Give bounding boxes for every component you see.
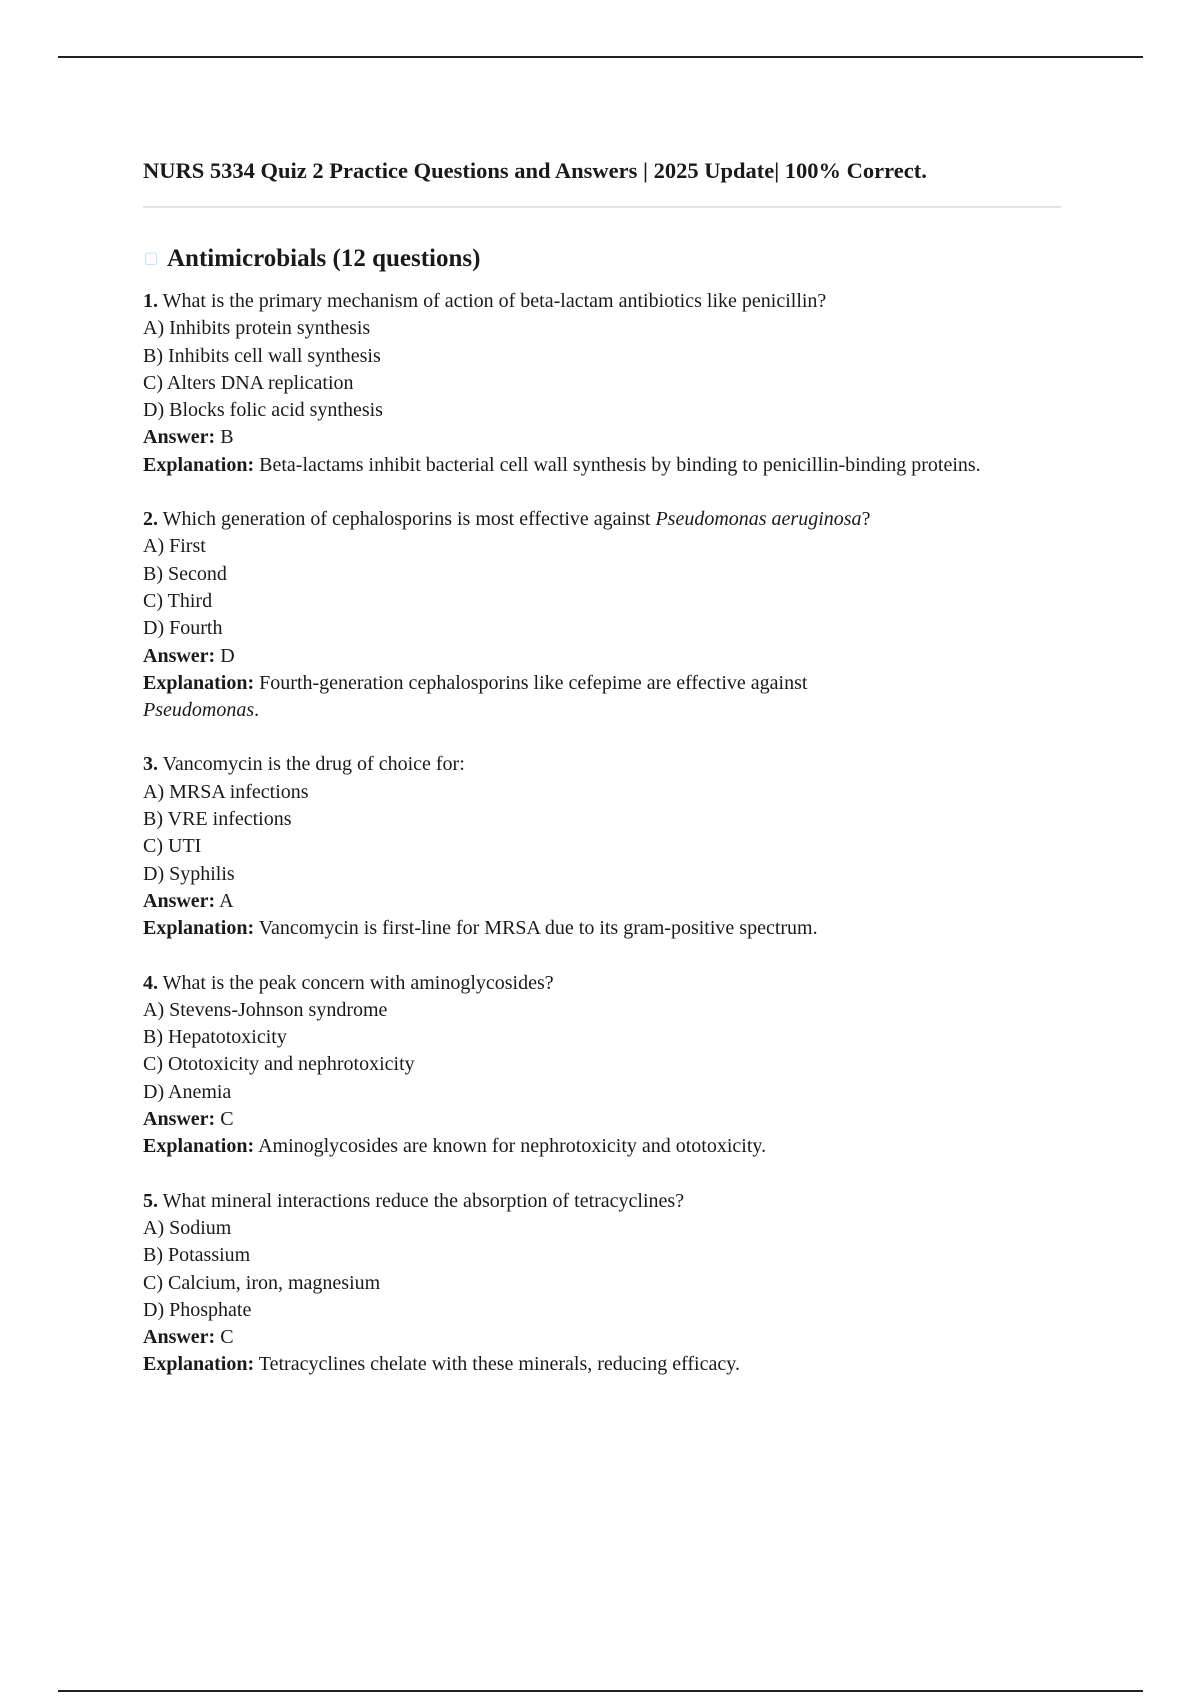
option-b: B) Hepatotoxicity [143, 1026, 287, 1049]
question-number: 3. [143, 753, 158, 776]
option-c: C) Third [143, 589, 213, 612]
question-text: Which generation of cephalosporins is most effective against [162, 508, 656, 531]
option-c: C) Calcium, iron, magnesium [143, 1271, 381, 1294]
option-d: D) Phosphate [143, 1298, 252, 1321]
explanation-label: Explanation: [143, 1135, 255, 1158]
answer-value: D [220, 644, 235, 667]
question-4 [143, 970, 1063, 1161]
answer-label: Answer: [143, 889, 216, 912]
answer-line [143, 1106, 1063, 1133]
question-number: 4. [143, 971, 158, 994]
option-a: A) Sodium [143, 1216, 232, 1239]
page-top-rule [58, 56, 1143, 58]
question-stem [143, 751, 1063, 778]
answer-label: Answer: [143, 1108, 216, 1131]
page-content [143, 155, 1063, 1406]
question-2 [143, 506, 1063, 724]
option-d: D) Anemia [143, 1080, 232, 1103]
explanation-label: Explanation: [143, 917, 255, 940]
section-heading-text: Antimicrobials (12 questions) [167, 245, 481, 272]
explanation-line [143, 1351, 1063, 1378]
explanation-label: Explanation: [143, 1353, 255, 1376]
option-a: A) Stevens-Johnson syndrome [143, 998, 388, 1021]
option-a: A) First [143, 535, 206, 558]
question-stem [143, 288, 1063, 315]
question-5 [143, 1188, 1063, 1379]
question-stem [143, 970, 1063, 997]
question-text: Vancomycin is the drug of choice for: [162, 753, 465, 776]
explanation-text: Vancomycin is first-line for MRSA due to its gram-positive spectrum. [258, 917, 818, 940]
answer-line [143, 643, 1063, 670]
question-text: What mineral interactions reduce the absorption of tetracyclines? [162, 1189, 685, 1212]
option-b: B) Second [143, 562, 227, 585]
option-d: D) Fourth [143, 617, 223, 640]
question-list [143, 288, 1063, 1379]
question-text: What is the primary mechanism of action of beta-lactam antibiotics like penicillin? [162, 290, 827, 312]
organism-name: Pseudomonas aeruginosa [655, 508, 862, 531]
explanation-label: Explanation: [143, 453, 255, 476]
explanation-text: Aminoglycosides are known for nephrotoxicity and ototoxicity. [258, 1135, 767, 1158]
question-stem [143, 506, 1063, 533]
question-stem [143, 1188, 1063, 1215]
explanation-label: Explanation: [143, 671, 255, 694]
answer-line [143, 1324, 1063, 1351]
question-number: 5. [143, 1189, 158, 1212]
explanation-text: Fourth-generation cephalosporins like cefepime are effective against [259, 671, 808, 694]
option-c: C) Alters DNA replication [143, 371, 354, 394]
document-icon: ▢ [143, 250, 159, 267]
option-a: A) MRSA infections [143, 780, 309, 803]
answer-value: C [220, 1108, 234, 1131]
option-b: B) Potassium [143, 1244, 251, 1267]
option-c: C) Ototoxicity and nephrotoxicity [143, 1053, 415, 1076]
title-divider [143, 206, 1061, 208]
explanation-line [143, 670, 1063, 725]
answer-value: C [220, 1326, 234, 1349]
answer-line [143, 888, 1063, 915]
explanation-text: Tetracyclines chelate with these minerals, reducing efficacy. [258, 1353, 740, 1376]
question-3 [143, 751, 1063, 942]
option-d: D) Blocks folic acid synthesis [143, 399, 383, 422]
document-title: NURS 5334 Quiz 2 Practice Questions and Answers | 2025 Update| 100% Correct. [143, 158, 927, 183]
option-d: D) Syphilis [143, 862, 235, 885]
question-text: What is the peak concern with aminoglycosides? [162, 971, 554, 994]
option-c: C) UTI [143, 835, 202, 858]
explanation-line [143, 1133, 1063, 1160]
organism-name: Pseudomonas [143, 699, 255, 722]
question-number: 1. [143, 290, 158, 312]
option-b: B) Inhibits cell wall synthesis [143, 344, 381, 367]
page-bottom-rule [58, 1690, 1143, 1692]
answer-value: A [219, 889, 234, 912]
answer-label: Answer: [143, 644, 216, 667]
answer-label: Answer: [143, 426, 216, 449]
explanation-line [143, 915, 1063, 942]
question-1 [143, 288, 1063, 479]
answer-line [143, 424, 1063, 451]
option-a: A) Inhibits protein synthesis [143, 317, 371, 340]
question-number: 2. [143, 508, 158, 531]
question-text-end: ? [861, 508, 871, 531]
explanation-line [143, 452, 1063, 479]
section-heading [143, 244, 1063, 274]
explanation-text: Beta-lactams inhibit bacterial cell wall synthesis by binding to penicillin-binding proteins. [259, 453, 981, 476]
answer-value: B [220, 426, 234, 449]
answer-label: Answer: [143, 1326, 216, 1349]
option-b: B) VRE infections [143, 808, 292, 831]
explanation-end: . [254, 699, 260, 722]
